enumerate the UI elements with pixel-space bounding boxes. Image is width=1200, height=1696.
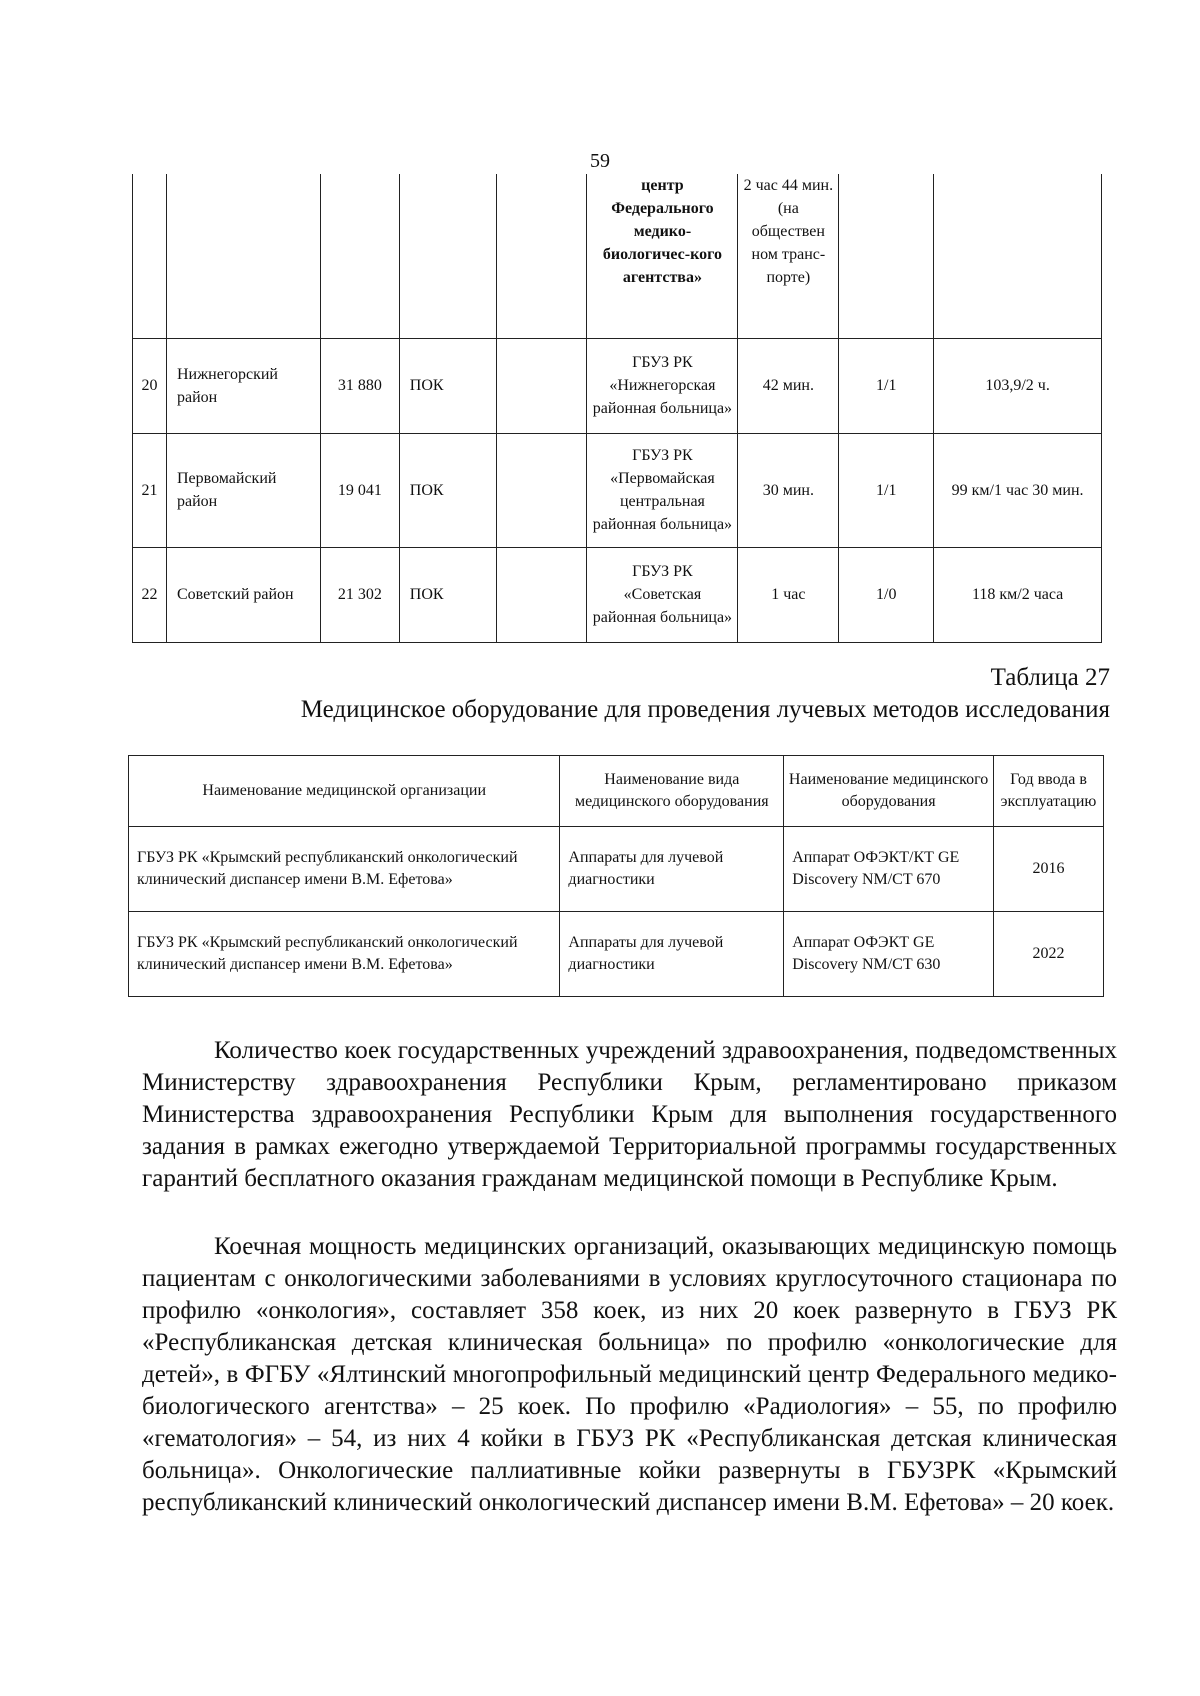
year-cell: 2022: [993, 912, 1103, 997]
population-cell: 19 041: [320, 433, 399, 547]
table-number: Таблица 27: [990, 664, 1110, 691]
table-cell: [496, 433, 587, 547]
column-header: Наименование вида медицинского оборудования: [560, 756, 784, 827]
body-paragraph: Количество коек государственных учреждений здравоохранения, подведомственных Министерству здравоохранения Республики Крым, регламентировано приказом Министерства здравоохранения Республики Крым для выполнения государственного задания в рамках ежегодно утверждаемой Территориальной программы государственных гарантий бесплатного оказания гражданам медицинской помощи в Республике Крым.: [142, 1037, 1117, 1192]
column-header: Наименование медицинской организации: [129, 756, 560, 827]
row-number: 21: [133, 433, 167, 547]
continuation-table: [132, 174, 1102, 643]
time-cell: 42 мин.: [738, 338, 839, 433]
ratio-cell: 1/1: [839, 433, 934, 547]
body-paragraph: Коечная мощность медицинских организаций, оказывающих медицинскую помощь пациентам с онкологическими заболеваниями в условиях круглосуточного стационара по профилю «онкология», составляет 358 коек, из них 20 коек развернуто в ГБУЗ РК «Республиканская детская клиническая больница» по профилю «онкологические для детей», в ФГБУ «Ялтинский многопрофильный медицинский центр Федерального медико-биологического агентства» – 25 коек. По профилю «Радиология» – 55, по профилю «гематология» – 54, из них 4 койки в ГБУЗ РК «Республиканская детская клиническая больница». Онкологические паллиативные койки развернуты в ГБУЗРК «Крымский республиканский клинический онкологический диспансер имени В.М. Ефетова» – 20 коек.: [142, 1233, 1117, 1516]
table-cell: [839, 174, 934, 338]
kind-cell: Аппараты для лучевой диагностики: [560, 827, 784, 912]
table-header-row: [129, 756, 1104, 827]
equipment-cell: Аппарат ОФЭКТ/КТ GE Discovery NM/CT 670: [784, 827, 994, 912]
table-cell: [320, 174, 399, 338]
district-cell: Советский район: [166, 547, 320, 642]
time-cell: 2 час 44 мин. (на обществен ном транс-порте): [738, 174, 839, 338]
type-cell: ПОК: [399, 547, 496, 642]
table-cell: [133, 174, 167, 338]
type-cell: ПОК: [399, 338, 496, 433]
table-row: [133, 338, 1102, 433]
org-cell: центр Федерального медико-биологичес-кого агентства»: [587, 174, 738, 338]
org-cell: ГБУЗ РК «Крымский республиканский онкологический клинический диспансер имени В.М. Ефетова»: [129, 912, 560, 997]
distance-cell: 99 км/1 час 30 мин.: [934, 433, 1102, 547]
ratio-cell: 1/0: [839, 547, 934, 642]
year-cell: 2016: [993, 827, 1103, 912]
column-header: Наименование медицинского оборудования: [784, 756, 994, 827]
row-number: 22: [133, 547, 167, 642]
population-cell: 31 880: [320, 338, 399, 433]
type-cell: ПОК: [399, 433, 496, 547]
equipment-table: [128, 755, 1104, 997]
population-cell: 21 302: [320, 547, 399, 642]
table-title: Медицинское оборудование для проведения лучевых методов исследования: [300, 696, 1110, 723]
table-row: [133, 433, 1102, 547]
table-cell: [166, 174, 320, 338]
table-row: [133, 174, 1102, 338]
time-cell: 30 мин.: [738, 433, 839, 547]
kind-cell: Аппараты для лучевой диагностики: [560, 912, 784, 997]
org-cell: ГБУЗ РК «Советская районная больница»: [587, 547, 738, 642]
table-cell: [399, 174, 496, 338]
table-row: [129, 827, 1104, 912]
table-cell: [934, 174, 1102, 338]
column-header: Год ввода в эксплуатацию: [993, 756, 1103, 827]
page-number: 59: [590, 150, 610, 172]
table-cell: [496, 174, 587, 338]
table-row: [129, 912, 1104, 997]
org-cell: ГБУЗ РК «Крымский республиканский онкологический клинический диспансер имени В.М. Ефетова»: [129, 827, 560, 912]
district-cell: Нижнегорский район: [166, 338, 320, 433]
org-cell: ГБУЗ РК «Первомайская центральная районная больница»: [587, 433, 738, 547]
table-cell: [496, 338, 587, 433]
district-cell: Первомайский район: [166, 433, 320, 547]
equipment-cell: Аппарат ОФЭКТ GE Discovery NM/CT 630: [784, 912, 994, 997]
table-cell: [496, 547, 587, 642]
row-number: 20: [133, 338, 167, 433]
table-row: [133, 547, 1102, 642]
distance-cell: 118 км/2 часа: [934, 547, 1102, 642]
distance-cell: 103,9/2 ч.: [934, 338, 1102, 433]
org-cell: ГБУЗ РК «Нижнегорская районная больница»: [587, 338, 738, 433]
ratio-cell: 1/1: [839, 338, 934, 433]
time-cell: 1 час: [738, 547, 839, 642]
